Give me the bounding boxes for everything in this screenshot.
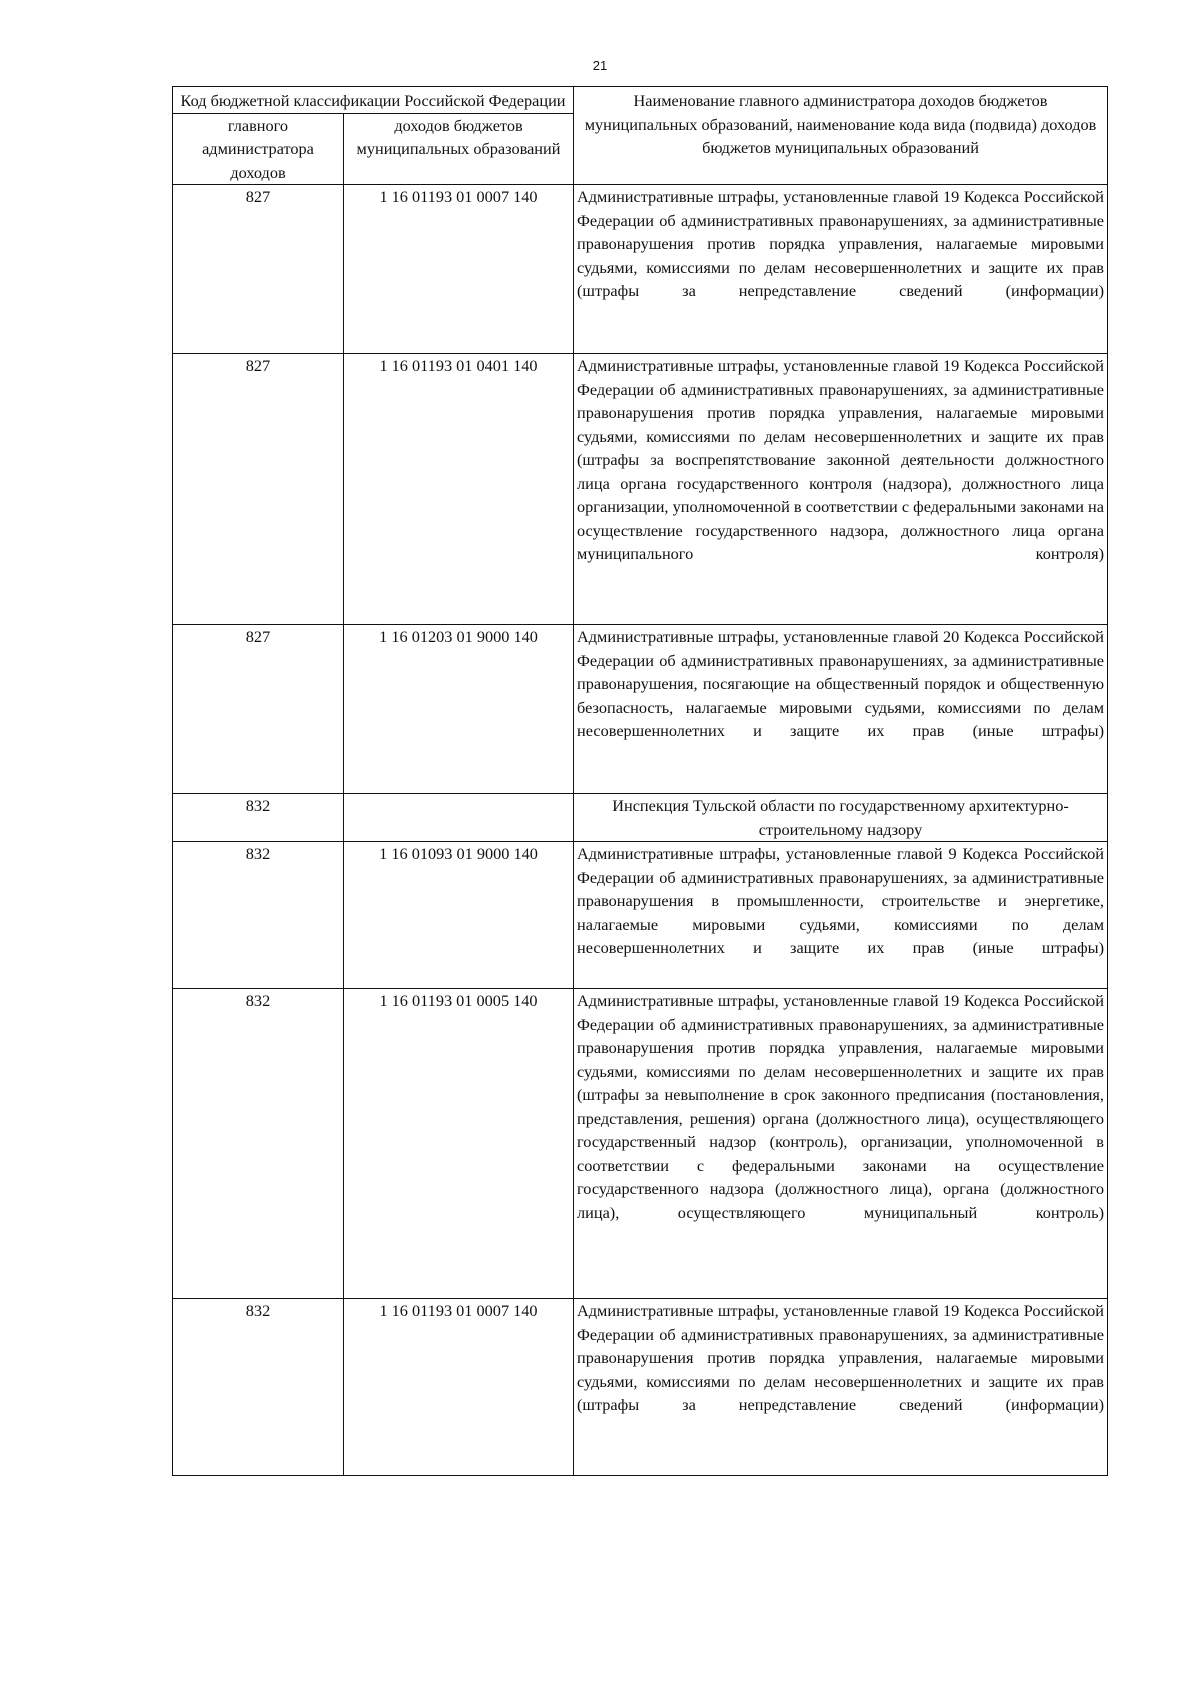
admin-code: 832 — [173, 1299, 344, 1476]
admin-code: 832 — [173, 842, 344, 989]
income-code — [344, 794, 574, 842]
table-row — [173, 185, 1108, 354]
header-income: доходов бюджетов муниципальных образований — [344, 113, 574, 185]
administrator-name: Инспекция Тульской области по государственному архитектурно-строительному надзору — [574, 794, 1108, 842]
income-name: Административные штрафы, установленные главой 19 Кодекса Российской Федерации об административных правонарушениях, за административные правонарушения против порядка управления, налагаемые мировыми судьями, комиссиями по делам несовершеннолетних и защите их прав (штрафы за воспрепятствование законной деятельности должностного лица органа государственного контроля (надзора), должностного лица организации, уполномоченной в соответствии с федеральными законами на осуществление государственного надзора, должностного лица органа муниципального контроля) — [574, 354, 1108, 625]
income-name: Административные штрафы, установленные главой 19 Кодекса Российской Федерации об административных правонарушениях, за административные правонарушения против порядка управления, налагаемые мировыми судьями, комиссиями по делам несовершеннолетних и защите их прав (штрафы за непредставление сведений (информации) — [574, 185, 1108, 354]
budget-classification-table — [172, 86, 1108, 1476]
table-row — [173, 625, 1108, 794]
admin-code: 827 — [173, 185, 344, 354]
income-code: 1 16 01193 01 0007 140 — [344, 1299, 574, 1476]
income-code: 1 16 01193 01 0007 140 — [344, 185, 574, 354]
header-name: Наименование главного администратора доходов бюджетов муниципальных образований, наименование кода вида (подвида) доходов бюджетов муниципальных образований — [574, 87, 1108, 185]
admin-code: 832 — [173, 989, 344, 1299]
table-row — [173, 1299, 1108, 1476]
table-row-administrator — [173, 794, 1108, 842]
header-admin: главного администратора доходов — [173, 113, 344, 185]
admin-code: 827 — [173, 354, 344, 625]
income-name: Административные штрафы, установленные главой 19 Кодекса Российской Федерации об административных правонарушениях, за административные правонарушения против порядка управления, налагаемые мировыми судьями, комиссиями по делам несовершеннолетних и защите их прав (штрафы за непредставление сведений (информации) — [574, 1299, 1108, 1476]
income-code: 1 16 01093 01 9000 140 — [344, 842, 574, 989]
admin-code: 832 — [173, 794, 344, 842]
income-name: Административные штрафы, установленные главой 19 Кодекса Российской Федерации об административных правонарушениях, за административные правонарушения против порядка управления, налагаемые мировыми судьями, комиссиями по делам несовершеннолетних и защите их прав (штрафы за невыполнение в срок законного предписания (постановления, представления, решения) органа (должностного лица), осуществляющего государственный надзор (контроль), организации, уполномоченной в соответствии с федеральными законами на осуществление государственного надзора (должностного лица), органа (должностного лица), осуществляющего муниципальный контроль) — [574, 989, 1108, 1299]
income-code: 1 16 01203 01 9000 140 — [344, 625, 574, 794]
table-row — [173, 842, 1108, 989]
income-name: Административные штрафы, установленные главой 9 Кодекса Российской Федерации об административных правонарушениях, за административные правонарушения в промышленности, строительстве и энергетике, налагаемые мировыми судьями, комиссиями по делам несовершеннолетних и защите их прав (иные штрафы) — [574, 842, 1108, 989]
income-code: 1 16 01193 01 0401 140 — [344, 354, 574, 625]
table-row — [173, 354, 1108, 625]
table-row — [173, 989, 1108, 1299]
header-code-group: Код бюджетной классификации Российской Федерации — [173, 87, 574, 114]
page-number: 21 — [592, 58, 608, 73]
admin-code: 827 — [173, 625, 344, 794]
income-name: Административные штрафы, установленные главой 20 Кодекса Российской Федерации об административных правонарушениях, за административные правонарушения, посягающие на общественный порядок и общественную безопасность, налагаемые мировыми судьями, комиссиями по делам несовершеннолетних и защите их прав (иные штрафы) — [574, 625, 1108, 794]
income-code: 1 16 01193 01 0005 140 — [344, 989, 574, 1299]
header-row — [173, 87, 1108, 114]
